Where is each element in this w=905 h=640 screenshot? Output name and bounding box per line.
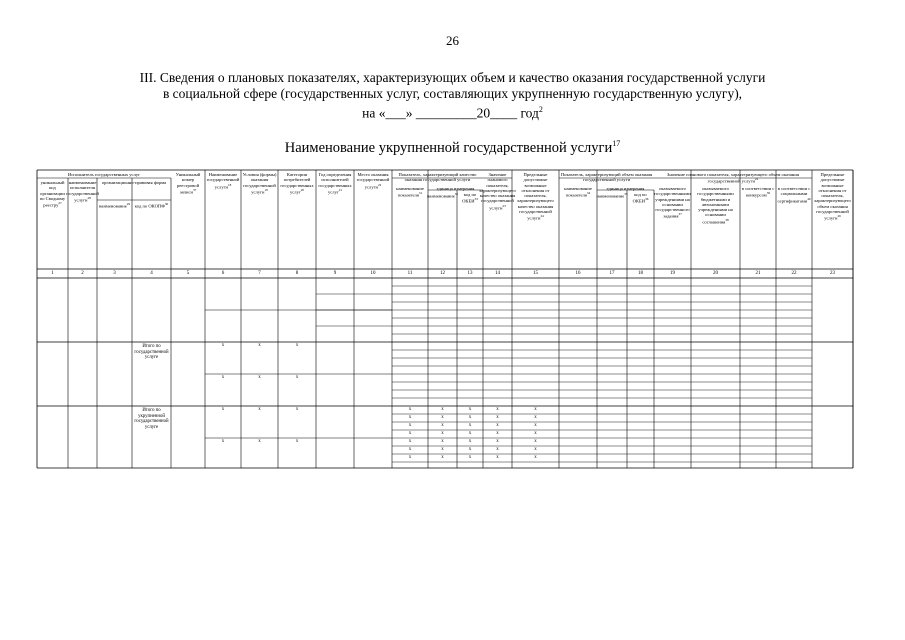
header-unique-number: Уникальный номер реестровой записи$^{37}$ xyxy=(175,172,201,195)
x-mark: x xyxy=(496,423,499,428)
x-mark: x xyxy=(534,431,537,436)
header-quality-unit: единица измерения xyxy=(436,186,475,191)
header-agreement: оказываемого государственными бюджетными и автономными учреждениями на основании соглашения$^{38}$ xyxy=(697,186,734,225)
x-mark: x xyxy=(496,415,499,420)
header-place: Место оказания государственной услуги$^{22}$ xyxy=(356,172,390,190)
column-number: 14 xyxy=(495,271,500,276)
x-mark: x xyxy=(496,455,499,460)
column-number: 5 xyxy=(186,271,190,276)
x-mark: x xyxy=(534,407,537,412)
x-mark: x xyxy=(468,439,472,444)
x-mark: x xyxy=(468,447,472,452)
header-year: Год определения исполнителей государственных услуг$^{21}$ xyxy=(318,172,352,195)
section-title-line3: на «___» _________20____ год$^2$ xyxy=(362,105,543,121)
header-categories: Категории потребителей государственных услуг$^{20}$ xyxy=(280,172,314,195)
x-mark: x xyxy=(408,423,412,428)
x-mark: x xyxy=(258,343,261,348)
header-volume-deviation: Предельные допустимые возможные отклонения от показателя, характеризующего объем оказания государственной услуги$^{26}$ xyxy=(814,172,851,221)
x-mark: x xyxy=(221,343,225,348)
column-number: 18 xyxy=(638,271,643,276)
column-number: 10 xyxy=(370,271,376,276)
header-conditions: Условия (формы) оказания государственной услуги$^{19}$ xyxy=(242,172,277,195)
header-contest: в соответствии с конкурсом$^{39}$ xyxy=(741,186,775,198)
x-mark: x xyxy=(468,431,472,436)
x-mark: x xyxy=(221,407,225,412)
column-number: 3 xyxy=(113,271,116,276)
x-mark: x xyxy=(408,431,412,436)
header-quality-deviation: Предельные допустимые возможные отклонения от показателя, характеризующего качество оказания государственной услуги$^{24}$ xyxy=(517,172,554,221)
indicators-table xyxy=(37,170,853,468)
x-mark: x xyxy=(441,431,444,436)
x-mark: x xyxy=(496,407,499,412)
total-consolidated-label: Итого по укрупненной государственной услуге xyxy=(134,408,169,430)
column-number: 21 xyxy=(755,271,761,276)
column-number: 11 xyxy=(407,271,413,276)
x-mark: x xyxy=(468,455,472,460)
column-number: 9 xyxy=(333,271,337,276)
header-quality-indicator-name: наименование показателя$^{31}$ xyxy=(396,186,424,198)
x-mark: x xyxy=(441,455,444,460)
header-social-certificates: в соответствии с социальными сертификатами$^{40}$ xyxy=(777,186,811,204)
x-mark: x xyxy=(258,439,261,444)
x-mark: x xyxy=(258,375,261,380)
column-number: 22 xyxy=(791,271,797,276)
column-number: 4 xyxy=(150,271,153,276)
header-quality-okei: код по ОКЕИ$^{33}$ xyxy=(462,192,478,204)
header-executor-group: Исполнитель государственных услуг xyxy=(67,172,141,177)
header-executor-name: наименование исполнителя государственной услуги$^{28}$ xyxy=(66,180,99,203)
header-org-form-name: наименование$^{29}$ xyxy=(98,202,131,209)
page-number: 26 xyxy=(446,33,459,48)
header-volume-group: Показатель, характеризующий объем оказания государственной услуги xyxy=(560,172,653,183)
x-mark: x xyxy=(534,415,537,420)
section-title-line2: в социальной сфере (государственных услуг, составляющих укрупненную государственную услугу), xyxy=(162,86,743,101)
x-mark: x xyxy=(496,431,499,436)
x-mark: x xyxy=(441,447,444,452)
x-mark: x xyxy=(534,455,537,460)
x-mark: x xyxy=(468,407,472,412)
x-mark: x xyxy=(408,455,412,460)
column-number: 8 xyxy=(295,271,299,276)
header-service-name: Наименование государственной услуги$^{18}$ xyxy=(206,172,240,190)
total-service-label: Итого по государственной услуге xyxy=(134,344,169,361)
column-number: 1 xyxy=(51,271,54,276)
x-mark: x xyxy=(534,447,537,452)
header-volume-value-group: Значение планового показателя, характеризующего объем оказания государственной услуги$^{22}$ xyxy=(667,172,799,184)
x-mark: x xyxy=(468,415,472,420)
header-volume-indicator-name: наименование показателя$^{34}$ xyxy=(564,186,592,198)
x-mark: x xyxy=(295,439,299,444)
x-mark: x xyxy=(408,415,412,420)
x-mark: x xyxy=(221,375,225,380)
x-mark: x xyxy=(468,423,472,428)
header-quality-unit-name: наименование$^{32}$ xyxy=(426,192,459,199)
service-name-title: Наименование укрупненной государственной услуги$^{17}$ xyxy=(284,139,621,156)
x-mark: x xyxy=(496,447,499,452)
header-quality-value: Значение планового показателя, характеризующего качество оказания государственной услуги$^{23}$ xyxy=(479,172,516,211)
x-mark: x xyxy=(408,439,412,444)
header-volume-unit-name: наименование$^{35}$ xyxy=(596,192,628,199)
header-org-code: уникальный код организации по Сводному реестру$^{27}$ xyxy=(39,180,66,208)
column-number: 15 xyxy=(533,271,538,276)
header-volume-okei: код по ОКЕИ$^{36}$ xyxy=(632,192,649,204)
column-number: 2 xyxy=(81,271,84,276)
column-number: 13 xyxy=(467,271,473,276)
x-mark: x xyxy=(441,407,444,412)
x-mark: x xyxy=(441,439,444,444)
x-mark: x xyxy=(258,407,261,412)
header-state-assignment: оказываемого государственными учреждениями на основании государственного задания$^{37}$ xyxy=(654,186,691,220)
x-mark: x xyxy=(441,423,444,428)
column-number: 6 xyxy=(221,271,225,276)
x-mark: x xyxy=(295,375,299,380)
x-mark: x xyxy=(534,439,537,444)
header-okopf-code: код по ОКОПФ$^{30}$ xyxy=(134,202,169,209)
x-mark: x xyxy=(295,407,299,412)
column-number: 23 xyxy=(830,271,835,276)
header-quality-group: Показатель, характеризующий качество оказания государственной услуги xyxy=(398,172,477,183)
x-mark: x xyxy=(441,415,444,420)
x-mark: x xyxy=(295,343,299,348)
header-volume-unit: единица измерения xyxy=(606,186,645,191)
column-number: 17 xyxy=(609,271,615,276)
column-number: 19 xyxy=(670,271,675,276)
section-title xyxy=(0,70,905,122)
x-mark: x xyxy=(408,447,412,452)
x-mark: x xyxy=(221,439,225,444)
section-title-line1: III. Сведения о плановых показателях, характеризующих объем и качество оказания государственной услуги xyxy=(139,70,766,85)
x-mark: x xyxy=(534,423,537,428)
x-mark: x xyxy=(496,439,499,444)
column-number: 20 xyxy=(713,271,718,276)
x-mark: x xyxy=(408,407,412,412)
header-org-form: организационно-правовая форма xyxy=(101,180,167,185)
column-number: 16 xyxy=(575,271,581,276)
column-number: 12 xyxy=(440,271,445,276)
column-number: 7 xyxy=(258,271,261,276)
